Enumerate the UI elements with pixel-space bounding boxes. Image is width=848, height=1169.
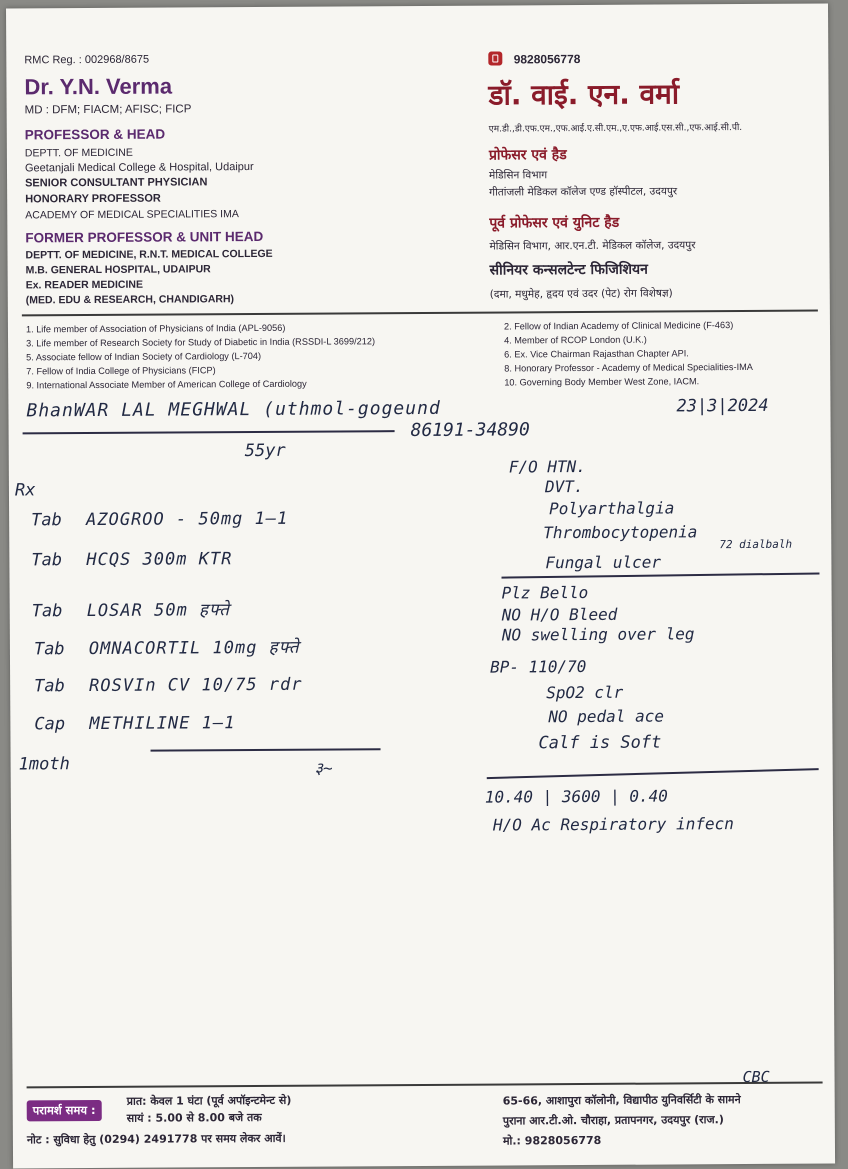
prescription-paper [6, 3, 835, 1168]
evening-time: सायं : 5.00 से 8.00 बजे तक [126, 1110, 262, 1125]
med-text: OMNACORTIL 10mg हफ्ते [88, 637, 300, 660]
membership-item: 2. Fellow of Indian Academy of Clinical Medicine (F-463) [503, 320, 734, 332]
college-hindi: गीतांजली मेडिकल कॉलेज एण्ड हॉस्पीटल, उदयपुर [489, 185, 678, 199]
exam-item: BP- 110/70 [489, 656, 587, 677]
history-item: Fungal ulcer [545, 552, 662, 573]
doctor-phone: 9828056778 [513, 52, 581, 67]
senior-consultant: SENIOR CONSULTANT PHYSICIAN [25, 176, 208, 190]
lab-values: 10.40 | 3600 | 0.40 [484, 786, 668, 807]
address-line: पुराना आर.टी.ओ. चौराहा, प्रतापनगर, उदयपुर (राज.) [502, 1113, 724, 1128]
med-form: Tab [33, 639, 65, 660]
header-divider [22, 310, 818, 316]
dept-hindi: मेडिसिन विभाग [489, 169, 548, 182]
academy-ima: ACADEMY OF MEDICAL SPECIALITIES IMA [25, 208, 239, 222]
exam-item: NO H/O Bleed [501, 604, 618, 625]
specialty-hindi: (दमा, मधुमेह, हृदय एवं उदर (पेट) रोग विशेषज्ञ) [489, 287, 673, 301]
med-row [31, 549, 232, 570]
med-text: METHILINE 1—1 [89, 713, 236, 735]
med-text: AZOGROO - 50mg 1—1 [86, 508, 289, 531]
title-former-professor: FORMER PROFESSOR & UNIT HEAD [25, 228, 264, 246]
med-form: Tab [34, 676, 65, 697]
med-edu: (MED. EDU & RESEARCH, CHANDIGARH) [25, 293, 235, 307]
exam-item: Plz Bello [501, 582, 589, 603]
membership-item: 7. Fellow of India College of Physicians (FICP) [26, 365, 216, 377]
patient-age: 55yr [244, 440, 286, 462]
exam-item: SpO2 clr [546, 682, 624, 703]
history-underline [501, 572, 819, 578]
exam-item: Calf is Soft [538, 732, 662, 754]
rx-sign: ३~ [314, 758, 333, 778]
dept-rnt: DEPTT. OF MEDICINE, R.N.T. MEDICAL COLLEGE [25, 247, 273, 262]
membership-item: 4. Member of RCOP London (U.K.) [504, 334, 647, 346]
rx-duration: 1moth [18, 754, 70, 775]
exam-item: NO pedal ace [548, 706, 664, 727]
history-item: F/O HTN. [508, 456, 586, 477]
rx-symbol: Rx [14, 480, 36, 501]
senior-hindi: सीनियर कन्सलटेन्ट फिजिशियन [489, 261, 648, 279]
history-item: Thrombocytopenia [543, 522, 698, 543]
dept-medicine: DEPTT. OF MEDICINE [24, 146, 133, 160]
med-row [31, 509, 288, 531]
cbc-note: CBC [742, 1067, 770, 1087]
visit-date: 23|3|2024 [676, 395, 769, 417]
footer-divider [27, 1082, 823, 1088]
phone-icon [488, 51, 502, 65]
patient-underline [23, 430, 395, 434]
med-form: Tab [31, 601, 63, 622]
membership-item: 1. Life member of Association of Physicians of India (APL-9056) [25, 322, 286, 335]
phone-line [488, 51, 580, 67]
membership-item: 8. Honorary Professor - Academy of Medical Specialities-IMA [504, 361, 753, 374]
exam-item: NO swelling over leg [501, 624, 695, 645]
degrees-hindi: एम.डी.,डी.एफ.एम.,एफ.आई.ए.सी.एम.,ए.एफ.आई.एस.सी.,एफ.आई.सी.पी. [488, 123, 743, 135]
rmc-registration: RMC Reg. : 002968/8675 [24, 53, 150, 67]
lab-history-note: H/O Ac Respiratory infecn [492, 814, 734, 835]
title-professor-head: PROFESSOR & HEAD [24, 126, 166, 143]
mobile-number: मो.: 9828056778 [502, 1133, 602, 1148]
patient-name: BhanWAR LAL MEGHWAL (uthmol-gogeund [26, 397, 441, 422]
patient-phone: 86191-34890 [410, 419, 530, 442]
med-row [34, 713, 235, 734]
morning-time: प्रात: केवल 1 घंटा (पूर्व अपॉइन्टमेन्ट से) [126, 1093, 292, 1108]
membership-item: 9. International Associate Member of American College of Cardiology [26, 378, 307, 391]
med-form: Cap [34, 714, 66, 735]
med-text: LOSAR 50m हफ्ते [86, 600, 230, 622]
doctor-name: Dr. Y.N. Verma [24, 73, 173, 100]
med-text: HCQS 300m KTR [86, 549, 233, 571]
doctor-degrees: MD : DFM; FIACM; AFISC; FICP [24, 103, 192, 117]
consult-time-badge: परामर्श समय : [27, 1100, 102, 1121]
dept2-hindi: मेडिसिन विभाग, आर.एन.टी. मेडिकल कॉलेज, उदयपुर [489, 239, 696, 253]
rx-end-line [151, 748, 381, 751]
doctor-name-hindi: डॉ. वाई. एन. वर्मा [488, 77, 680, 112]
mb-hospital: M.B. GENERAL HOSPITAL, UDAIPUR [25, 263, 211, 277]
address-line: 65-66, आशापुरा कॉलोनी, विद्यापीठ युनिवर्सिटी के सामने [502, 1093, 741, 1108]
ex-reader: Ex. READER MEDICINE [25, 278, 144, 292]
med-form: Tab [31, 510, 62, 531]
membership-item: 10. Governing Body Member West Zone, IACM. [504, 376, 700, 388]
membership-item: 5. Associate fellow of Indian Society of Cardiology (L-704) [26, 350, 262, 363]
memberships-left [26, 320, 375, 392]
appointment-note: नोट : सुविधा हेतु (0294) 2491778 पर समय लेकर आवें। [26, 1131, 286, 1147]
history-side-note: 72 dialbalh [719, 537, 793, 552]
membership-item: 6. Ex. Vice Chairman Rajasthan Chapter API. [504, 348, 689, 360]
med-form: Tab [31, 550, 63, 571]
college-name: Geetanjali Medical College & Hospital, Udaipur [24, 161, 254, 175]
med-text: ROSVIn CV 10/75 rdr [89, 674, 303, 697]
med-row [34, 635, 300, 660]
former-hindi: पूर्व प्रोफेसर एवं युनिट हैड [489, 214, 620, 232]
professor-hindi: प्रोफेसर एवं हैड [488, 147, 567, 164]
honorary-professor: HONORARY PROFESSOR [25, 192, 161, 206]
history-item: Polyarthalgia [549, 498, 675, 519]
exam-underline [487, 768, 819, 778]
memberships-right [504, 318, 753, 390]
med-row [32, 597, 230, 621]
med-row [34, 675, 303, 697]
membership-item: 3. Life member of Research Society for Study of Diabetic in India (RSSDI-L 3699/212) [26, 336, 376, 349]
history-item: DVT. [544, 476, 584, 497]
